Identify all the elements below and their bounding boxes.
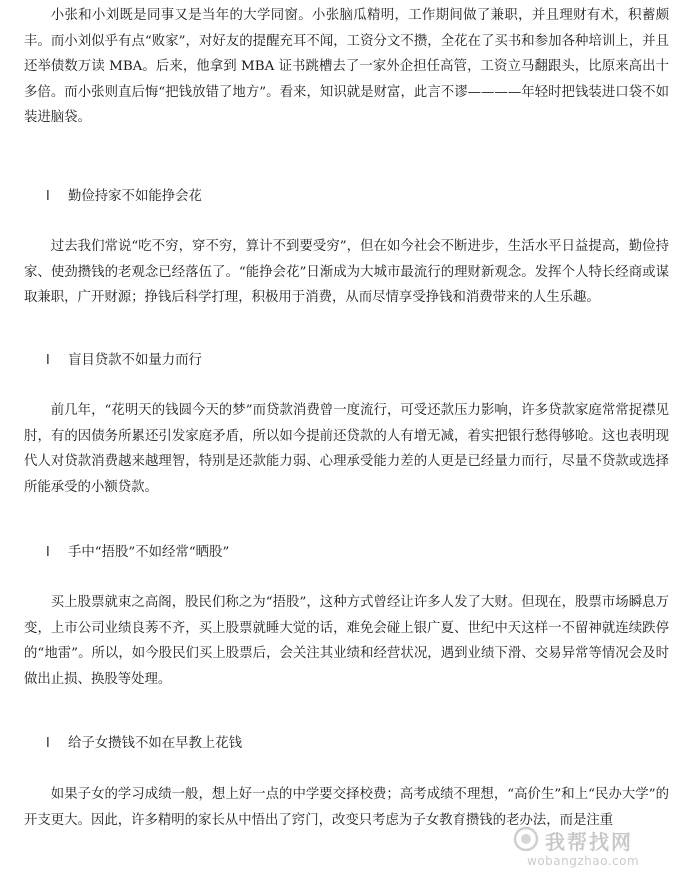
- section-heading-1: [46, 187, 202, 207]
- section-heading-text: 盲目贷款不如量力而行: [68, 353, 202, 368]
- watermark-url: wobangzhao.com: [527, 854, 640, 868]
- section-heading-text: 手中“捂股”不如经常“晒股”: [68, 545, 230, 560]
- paragraph-intro: 小张和小刘既是同事又是当年的大学同窗。小张脑瓜精明，工作期间做了兼职，并且理财有术，积蓄颇丰。而小刘似乎有点“败家”，对好友的提醒充耳不闻，工资分文不攒，全花在了买书和参加各种培训上，并且还举债数万读 MBA。后来，他拿到 MBA 证书跳槽去了一家外企担任高管，工资立马翻跟头，比原来高出十多倍。而小张则直后悔“把钱放错了地方”。看来，知识就是财富，此言不谬————年轻时把钱装进口袋不如装进脑袋。: [24, 8, 669, 125]
- section-heading-text: 给子女攒钱不如在早教上花钱: [68, 736, 243, 751]
- bullet-icon: l: [46, 736, 50, 751]
- bullet-icon: l: [46, 545, 50, 560]
- bullet-icon: l: [46, 353, 50, 368]
- section-heading-3: [46, 543, 229, 563]
- watermark-site-name: 我帮找网: [545, 830, 633, 854]
- paragraph-section-2: 前几年，“花明天的钱圆今天的梦”而贷款消费曾一度流行，可受还款压力影响，许多贷款家庭常常捉襟见肘，有的因债务所累还引发家庭矛盾，所以如今提前还贷款的人有增无减，着实把银行愁得够呛。这也表明现代人对贷款消费越来越理智，特别是还款能力弱、心理承受能力差的人更是已经量力而行，尽量不贷款或选择所能承受的小额贷款。: [24, 403, 669, 495]
- paragraph-section-4: 如果子女的学习成绩一般，想上好一点的中学要交择校费；高考成绩不理想，“高价生”和上“民办大学”的开支更大。因此，许多精明的家长从中悟出了窍门，改变只考虑为子女教育攒钱的老办法，而是注重: [24, 787, 669, 828]
- bullet-icon: l: [46, 189, 50, 204]
- section-heading-4: [46, 734, 242, 754]
- paragraph-section-1: 过去我们常说“吃不穷，穿不穷，算计不到要受穷”，但在如今社会不断进步，生活水平日益提高，勤俭持家、使劲攒钱的老观念已经落伍了。“能挣会花”日渐成为大城市最流行的理财新观念。发挥个人特长经商或谋取兼职，广开财源；挣钱后科学打理，积极用于消费，从而尽情享受挣钱和消费带来的人生乐趣。: [24, 239, 669, 305]
- section-heading-text: 勤俭持家不如能挣会花: [68, 189, 202, 204]
- paragraph-section-3: 买上股票就束之高阁，股民们称之为“捂股”，这种方式曾经让许多人发了大财。但现在，股票市场瞬息万变，上市公司业绩良莠不齐，买上股票就睡大觉的话，难免会碰上银广夏、世纪中天这样一不留神就连续跌停的“地雷”。所以，如今股民们买上股票后，会关注其业绩和经营状况，遇到业绩下滑、交易异常等情况会及时做出止损、换股等处理。: [24, 595, 669, 687]
- section-heading-2: [46, 351, 202, 371]
